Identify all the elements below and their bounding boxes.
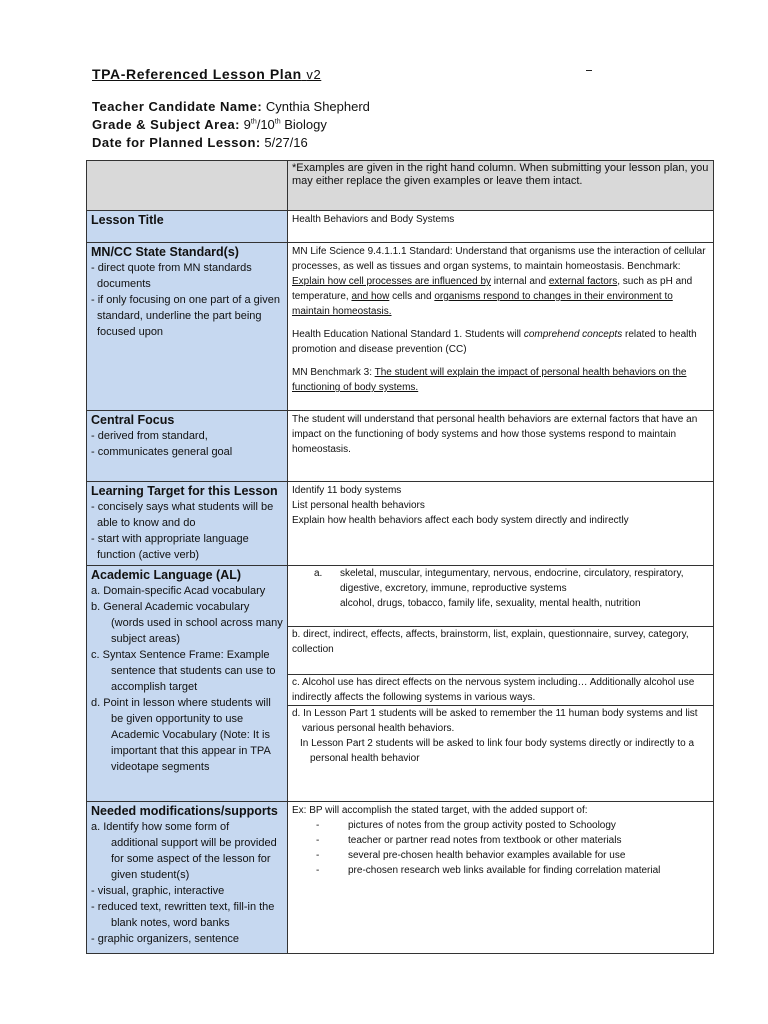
mods-sub-2b: blank notes, word banks: [111, 917, 230, 929]
academic-language-label: Academic Language (AL): [91, 568, 242, 582]
grade-a-sup: th: [250, 118, 257, 126]
lesson-title-label: Lesson Title: [91, 213, 164, 227]
mods-intro: Ex: BP will accomplish the stated target, with the added support of:: [292, 805, 588, 816]
standards-row: [87, 243, 714, 411]
target-line-2: List personal health behaviors: [292, 500, 425, 511]
date-label: Date for Planned Lesson:: [92, 135, 261, 150]
central-focus-sub-1: - derived from standard,: [91, 430, 208, 442]
document-header: [92, 66, 712, 152]
mods-sub-2: - reduced text, rewritten text, fill-in the: [91, 901, 275, 913]
list-item: - several pre-chosen health behavior examples available for use: [316, 850, 626, 861]
al-sub-c: c. Syntax Sentence Frame: Example: [91, 649, 270, 661]
standards-label-cell: [87, 243, 288, 411]
learning-target-sub-2: - start with appropriate language function (active verb): [91, 533, 249, 561]
list-item: - teacher or partner read notes from textbook or other materials: [316, 835, 622, 846]
standards-value-cell: [288, 243, 714, 411]
standard-life-science: MN Life Science 9.4.1.1.1 Standard: Understand that organisms use the interaction of cellular processes, as well as tissues and organ systems, to maintain homeostasis. Benchmark: Explain how cell processes are influenced by internal and external factors, such as pH and temperature, and how cells and organisms respond to changes in their environment to maintain homeostasis.: [292, 246, 706, 317]
al-sub-b: b. General Academic vocabulary: [91, 601, 250, 613]
al-a-number: a.: [314, 568, 323, 579]
mods-sub-3: - graphic organizers, sentence: [91, 933, 239, 945]
standards-sub-1: - direct quote from MN standards documents: [91, 262, 252, 290]
lesson-title-row: [87, 211, 714, 243]
central-focus-label-cell: [87, 411, 288, 482]
mods-list: [292, 818, 709, 878]
lesson-plan-table: [86, 160, 714, 954]
al-sub-d2: be given opportunity to use Academic Vocabulary (Note: It is important that this appear in TPA videotape segments: [111, 713, 271, 773]
learning-target-value-cell: [288, 482, 714, 566]
al-sub-d: d. Point in lesson where students will: [91, 697, 271, 709]
al-d-text-1: d. In Lesson Part 1 students will be asked to remember the 11 human body systems and list various personal health behaviors.: [292, 708, 698, 734]
learning-target-sub-1: - concisely says what students will be able to know and do: [91, 501, 274, 529]
note-row: [87, 161, 714, 211]
modifications-row: [87, 802, 714, 954]
lesson-title-value: Health Behaviors and Body Systems: [288, 211, 714, 243]
al-b-block: [288, 627, 713, 675]
al-a-text-2: alcohol, drugs, tobacco, family life, sexuality, mental health, nutrition: [340, 598, 641, 609]
document-title: TPA-Referenced Lesson Plan v2: [92, 66, 322, 82]
modifications-value-cell: [288, 802, 714, 954]
teacher-name: Cynthia Shepherd: [265, 99, 370, 114]
standards-label: MN/CC State Standard(s): [91, 245, 239, 259]
central-focus-value: The student will understand that personal health behaviors are external factors that have an impact on the functioning of body systems and how those systems respond to maintain homeostasis.: [288, 411, 714, 482]
teacher-line: [92, 98, 712, 116]
grade-b-sup: th: [274, 118, 281, 126]
lesson-meta: [92, 98, 712, 152]
date-value: 5/27/16: [264, 135, 308, 150]
al-sub-c2: sentence that students can use to accomplish target: [111, 665, 276, 693]
grade-a: 9: [243, 117, 251, 132]
central-focus-label: Central Focus: [91, 413, 175, 427]
learning-target-label-cell: [87, 482, 288, 566]
title-mark: [586, 70, 592, 71]
academic-language-row: [87, 566, 714, 802]
teacher-label: Teacher Candidate Name:: [92, 99, 263, 114]
standards-sub-2: - if only focusing on one part of a given standard, underline the part being focused upon: [91, 294, 280, 338]
al-sub-b2: (words used in school across many subject areas): [111, 617, 283, 645]
central-focus-row: [87, 411, 714, 482]
al-b-text: b. direct, indirect, effects, affects, brainstorm, list, explain, questionnaire, survey, category, collection: [292, 629, 689, 655]
grade-sep: /10: [256, 117, 275, 132]
learning-target-row: [87, 482, 714, 566]
al-sub-a: a. Domain-specific Acad vocabulary: [91, 585, 266, 597]
mods-sub-a: a. Identify how some form of: [91, 821, 230, 833]
al-d-block: [288, 706, 713, 766]
grade-line: [92, 116, 712, 134]
learning-target-label: Learning Target for this Lesson: [91, 484, 278, 498]
instructions-note: *Examples are given in the right hand column. When submitting your lesson plan, you may either replace the given examples or leave them intact.: [288, 161, 714, 211]
al-d-text-2: In Lesson Part 2 students will be asked to link four body systems directly or indirectly to a personal health behavior: [300, 738, 695, 764]
document-version: v2: [306, 67, 322, 82]
modifications-label-cell: [87, 802, 288, 954]
note-blank-cell: [87, 161, 288, 211]
modifications-label: Needed modifications/supports: [91, 804, 278, 818]
central-focus-sub-2: - communicates general goal: [91, 446, 233, 458]
date-line: [92, 134, 712, 152]
academic-language-label-cell: [87, 566, 288, 802]
grade-label: Grade & Subject Area:: [92, 117, 241, 132]
al-a-text-1: skeletal, muscular, integumentary, nervous, endocrine, circulatory, respiratory, digestive, excretory, immune, reproductive systems: [340, 568, 684, 594]
al-c-block: [288, 675, 713, 706]
al-a-block: [288, 566, 713, 627]
academic-language-value-cell: [288, 566, 714, 802]
target-line-1: Identify 11 body systems: [292, 485, 402, 496]
list-item: - pictures of notes from the group activity posted to Schoology: [316, 820, 616, 831]
mods-sub-1: - visual, graphic, interactive: [91, 885, 225, 897]
grade-subject: Biology: [280, 117, 327, 132]
list-item: - pre-chosen research web links available for finding correlation material: [316, 865, 661, 876]
target-line-3: Explain how health behaviors affect each body system directly and indirectly: [292, 515, 629, 526]
mods-sub-a2: additional support will be provided for some aspect of the lesson for given student(s): [111, 837, 277, 881]
standard-health-education: Health Education National Standard 1. Students will comprehend concepts related to health promotion and disease prevention (CC): [292, 329, 697, 355]
standard-mn-benchmark: MN Benchmark 3: The student will explain the impact of personal health behaviors on the functioning of body systems.: [292, 367, 687, 393]
al-c-text: c. Alcohol use has direct effects on the nervous system including… Additionally alcohol use indirectly affects the following systems in various ways.: [292, 677, 695, 703]
lesson-title-label-cell: [87, 211, 288, 243]
